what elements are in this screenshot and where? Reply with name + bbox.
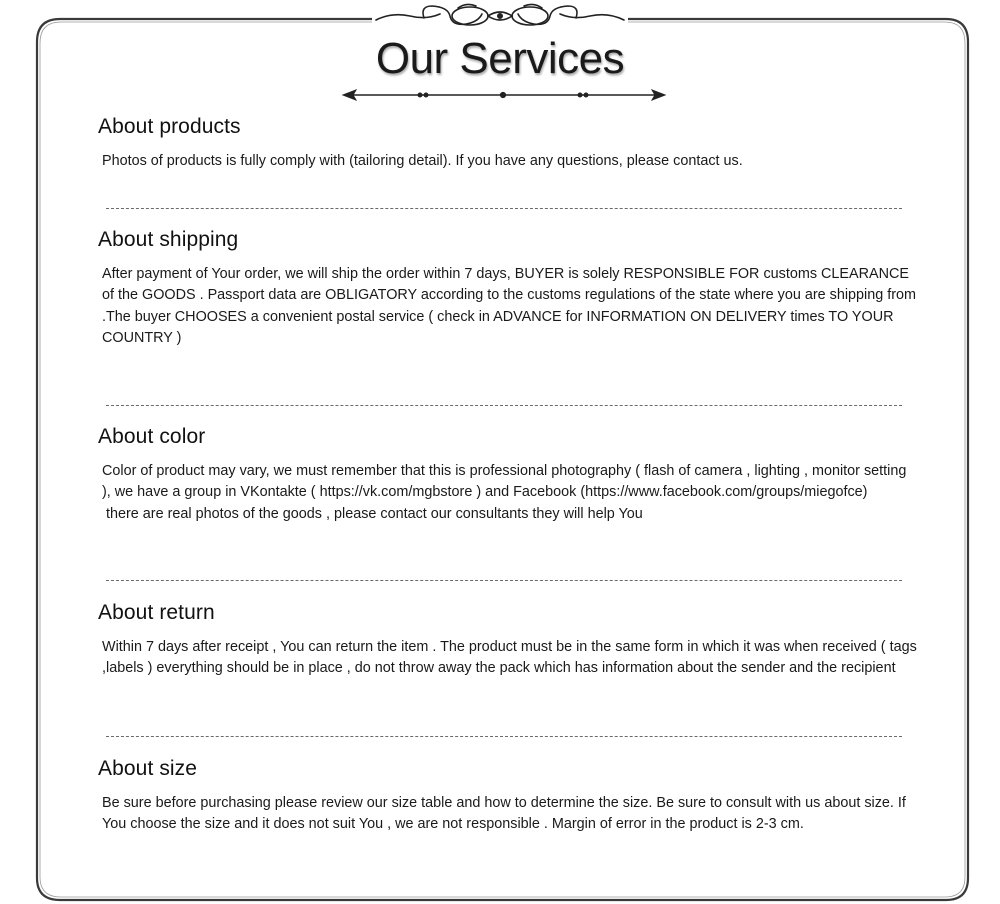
section-paragraph: Color of product may vary, we must remember that this is professional photography ( flash of camera , lighting , monitor setting ), we have a group in VKontakte ( https://vk.com/mgbstore ) and Facebook (https://www.facebook.com/groups/miegofce) bbox=[102, 463, 907, 501]
section-paragraph: After payment of Your order, we will ship the order within 7 days, BUYER is solely RESPONSIBLE FOR customs CLEARANCE of the GOODS . Passport data are OBLIGATORY according to the customs regulations of the state where you are shipping from .The buyer CHOOSES a convenient postal service ( check in ADVANCE for INFORMATION ON DELIVERY times TO YOUR COUNTRY ) bbox=[102, 266, 917, 346]
section-body bbox=[102, 461, 918, 525]
ornamental-flourish-icon bbox=[376, 4, 624, 25]
section-about-return bbox=[98, 601, 918, 680]
page-title: Our Services bbox=[375, 34, 625, 83]
section-about-products bbox=[98, 115, 918, 172]
section-about-size bbox=[98, 757, 918, 836]
dashed-divider bbox=[106, 580, 902, 581]
section-body bbox=[102, 793, 918, 836]
section-heading: About return bbox=[98, 601, 215, 624]
section-body bbox=[102, 637, 918, 680]
dashed-divider bbox=[106, 736, 902, 737]
section-about-shipping bbox=[98, 228, 918, 349]
section-heading: About color bbox=[98, 425, 206, 448]
section-body bbox=[102, 264, 918, 349]
section-heading: About products bbox=[98, 115, 241, 138]
section-paragraph: Photos of products is fully comply with (tailoring detail). If you have any questions, please contact us. bbox=[102, 153, 743, 169]
section-paragraph: Be sure before purchasing please review our size table and how to determine the size. Be sure to consult with us about size. If You choose the size and it does not suit You , we are not responsible . Margin of error in the product is 2-3 cm. bbox=[102, 795, 906, 833]
dashed-divider bbox=[106, 405, 902, 406]
section-about-color bbox=[98, 425, 918, 525]
ornamental-arrow-divider-icon bbox=[343, 90, 665, 100]
section-paragraph: there are real photos of the goods , please contact our consultants they will help You bbox=[102, 505, 643, 522]
section-paragraph: Within 7 days after receipt , You can return the item . The product must be in the same form in which it was when received ( tags ,labels ) everything should be in place , do not throw away the pack which has information about the sender and the recipient bbox=[102, 639, 917, 677]
section-body bbox=[102, 151, 918, 172]
section-heading: About size bbox=[98, 757, 198, 780]
section-heading: About shipping bbox=[98, 228, 239, 251]
dashed-divider bbox=[106, 208, 902, 209]
